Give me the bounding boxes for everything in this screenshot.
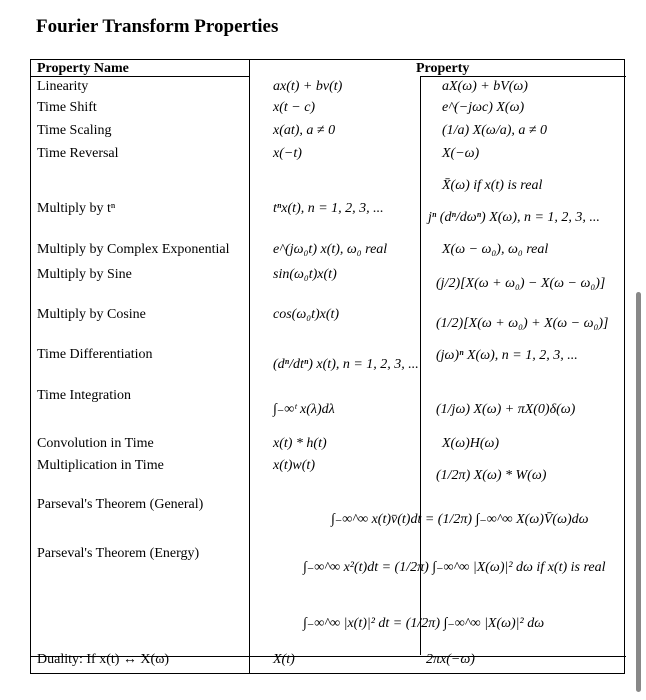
freq-multiplication: (1/2π) X(ω) * W(ω) <box>436 468 547 483</box>
freq-shift: e^(−jωc) X(ω) <box>442 100 525 115</box>
row-name-multiplication: Multiplication in Time <box>37 458 164 473</box>
time-complex-exp: e^(jω₀t) x(t), ω₀ real <box>273 242 388 257</box>
page-title: Fourier Transform Properties <box>36 16 279 37</box>
parseval-energy-formula-abs: ∫₋∞^∞ |x(t)|² dt = (1/2π) ∫₋∞^∞ |X(ω)|² dω <box>303 616 545 631</box>
row-name-sine: Multiply by Sine <box>37 267 132 282</box>
time-duality: X(t) <box>273 652 295 667</box>
time-convolution: x(t) * h(t) <box>273 436 327 451</box>
time-multiply-tn: tⁿx(t), n = 1, 2, 3, ... <box>273 201 384 216</box>
freq-multiply-tn: jⁿ (dⁿ/dωⁿ) X(ω), n = 1, 2, 3, ... <box>428 210 600 225</box>
freq-scaling: (1/a) X(ω/a), a ≠ 0 <box>442 123 548 138</box>
row-name-complex-exp: Multiply by Complex Exponential <box>37 242 230 257</box>
row-name-differentiation: Time Differentiation <box>37 347 153 362</box>
freq-complex-exp: X(ω − ω₀), ω₀ real <box>442 242 549 257</box>
time-cosine: cos(ω₀t)x(t) <box>273 307 340 322</box>
freq-differentiation: (jω)ⁿ X(ω), n = 1, 2, 3, ... <box>436 348 578 363</box>
time-scaling: x(at), a ≠ 0 <box>273 123 336 138</box>
row-name-multiply-tn: Multiply by tⁿ <box>37 201 116 216</box>
freq-reversal: X(−ω) <box>442 146 480 161</box>
vertical-scrollbar[interactable] <box>636 292 641 692</box>
freq-sine: (j/2)[X(ω + ω₀) − X(ω − ω₀)] <box>436 276 606 291</box>
row-name-time-shift: Time Shift <box>37 100 97 115</box>
row-name-cosine: Multiply by Cosine <box>37 307 146 322</box>
header-property-name: Property Name <box>37 61 129 76</box>
freq-linearity: aX(ω) + bV(ω) <box>442 79 528 94</box>
freq-integration: (1/jω) X(ω) + πX(0)δ(ω) <box>436 402 576 417</box>
freq-conjugate: X̄(ω) if x(t) is real <box>442 178 543 193</box>
freq-convolution: X(ω)H(ω) <box>442 436 500 451</box>
freq-cosine: (1/2)[X(ω + ω₀) + X(ω − ω₀)] <box>436 316 609 331</box>
column-divider <box>249 60 250 673</box>
row-name-time-scaling: Time Scaling <box>37 123 112 138</box>
time-linearity: ax(t) + bv(t) <box>273 79 343 94</box>
row-name-parseval-energy: Parseval's Theorem (Energy) <box>37 546 200 561</box>
time-integration: ∫₋∞ᵗ x(λ)dλ <box>273 402 335 417</box>
row-name-integration: Time Integration <box>37 388 131 403</box>
header-property: Property <box>416 61 470 76</box>
parseval-general-formula: ∫₋∞^∞ x(t)v̄(t)dt = (1/2π) ∫₋∞^∞ X(ω)V̄(ω)dω <box>331 512 589 527</box>
time-differentiation: (dⁿ/dtⁿ) x(t), n = 1, 2, 3, ... <box>273 357 419 372</box>
time-sine: sin(ω₀t)x(t) <box>273 267 337 282</box>
row-name-duality: Duality: If x(t) ↔ X(ω) <box>37 652 170 667</box>
time-reversal: x(−t) <box>273 146 302 161</box>
row-name-convolution: Convolution in Time <box>37 436 154 451</box>
properties-table <box>30 59 625 674</box>
row-name-linearity: Linearity <box>37 79 89 94</box>
row-name-parseval-general: Parseval's Theorem (General) <box>37 497 204 512</box>
row-name-time-reversal: Time Reversal <box>37 146 119 161</box>
freq-duality: 2πx(−ω) <box>426 652 475 667</box>
time-shift: x(t − c) <box>273 100 316 115</box>
time-multiplication: x(t)w(t) <box>273 458 315 473</box>
parseval-energy-formula: ∫₋∞^∞ x²(t)dt = (1/2π) ∫₋∞^∞ |X(ω)|² dω if x(t) is real <box>303 560 606 575</box>
